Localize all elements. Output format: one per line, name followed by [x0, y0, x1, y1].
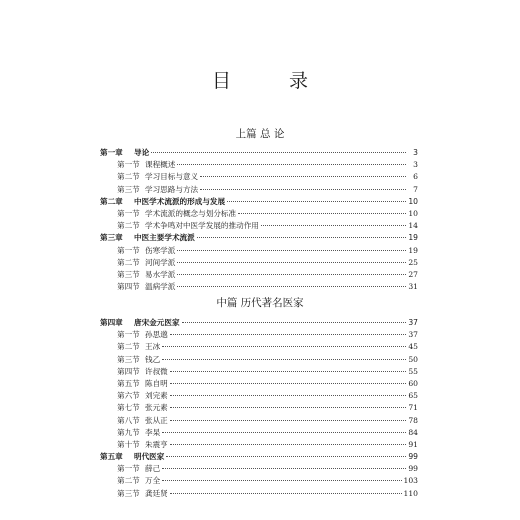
- page-number: 10: [408, 208, 418, 218]
- section-number: 第九节: [117, 427, 140, 437]
- toc-chapter-entry[interactable]: [100, 232, 418, 244]
- page-number: 110: [403, 488, 418, 498]
- section-number: 第一节: [117, 245, 140, 255]
- page-number: 3: [413, 148, 418, 157]
- page-number: 45: [408, 342, 418, 352]
- section-number: 第二节: [117, 257, 140, 267]
- section-number: 第十节: [117, 439, 140, 449]
- page-number: 27: [408, 269, 418, 279]
- page-number: 37: [408, 330, 418, 340]
- toc-section-entry[interactable]: [100, 402, 418, 414]
- dot-leader: [162, 432, 406, 433]
- section-title: 万全: [145, 476, 161, 486]
- toc-section-entry[interactable]: [100, 366, 418, 378]
- section-number: 第三节: [117, 269, 140, 279]
- page-number: 31: [408, 282, 418, 292]
- page-number: 19: [408, 245, 418, 255]
- page-number: 25: [408, 257, 418, 267]
- section-title: 学习目标与意义: [145, 172, 199, 182]
- page-number: 99: [408, 464, 418, 474]
- section-title: 易水学派: [145, 269, 176, 279]
- section-number: 第七节: [117, 403, 140, 413]
- section-title: 王冰: [145, 342, 161, 352]
- chapter-title: 中医学术流派的形成与发展: [134, 196, 226, 206]
- page-number: 7: [413, 184, 418, 194]
- dot-leader: [170, 420, 406, 421]
- dot-leader: [162, 346, 406, 347]
- section-number: 第一节: [117, 464, 140, 474]
- section-number: 第四节: [117, 282, 140, 292]
- dot-leader: [238, 213, 406, 214]
- toc-chapter-entry[interactable]: [100, 147, 418, 159]
- toc-list: [100, 317, 418, 500]
- dot-leader: [200, 176, 406, 177]
- toc-section-entry[interactable]: [100, 463, 418, 475]
- section-number: 第二节: [117, 172, 140, 182]
- page-number: 91: [408, 439, 418, 449]
- chapter-title: 中医主要学术流派: [134, 233, 195, 243]
- toc-section-entry[interactable]: [100, 488, 418, 500]
- toc-section-entry[interactable]: [100, 390, 418, 402]
- toc-section-entry[interactable]: [100, 184, 418, 196]
- dot-leader: [170, 334, 406, 335]
- dot-leader: [177, 164, 406, 165]
- toc-section-entry[interactable]: [100, 341, 418, 353]
- toc-section-entry[interactable]: [100, 378, 418, 390]
- toc-section-entry[interactable]: [100, 281, 418, 293]
- page-number: 103: [403, 476, 418, 486]
- section-title: 钱乙: [145, 354, 161, 364]
- section-number: 第三节: [117, 354, 140, 364]
- section-title: 孙思邈: [145, 330, 168, 340]
- section-number: 第四节: [117, 366, 140, 376]
- dot-leader: [162, 359, 406, 360]
- section-title: 学术争鸣对中医学发展的推动作用: [145, 221, 259, 231]
- dot-leader: [162, 480, 401, 481]
- section-title: 温病学派: [145, 282, 176, 292]
- dot-leader: [162, 468, 406, 469]
- chapter-number: 第五章: [100, 452, 123, 462]
- section-title: 学习思路与方法: [145, 184, 199, 194]
- toc-chapter-entry[interactable]: [100, 196, 418, 208]
- section-number: 第二节: [117, 221, 140, 231]
- page-number: 71: [408, 403, 418, 413]
- toc-section-entry[interactable]: [100, 329, 418, 341]
- page-number: 14: [408, 221, 418, 231]
- section-number: 第二节: [117, 476, 140, 486]
- dot-leader: [182, 322, 406, 323]
- section-title: 陈自明: [145, 378, 168, 388]
- toc-section-entry[interactable]: [100, 257, 418, 269]
- section-title: 张元素: [145, 403, 168, 413]
- toc-section-entry[interactable]: [100, 354, 418, 366]
- toc-section-entry[interactable]: [100, 159, 418, 171]
- section-title: 河间学派: [145, 257, 176, 267]
- part-heading: 中篇 历代著名医家: [216, 297, 304, 309]
- section-title: 许叔微: [145, 366, 168, 376]
- dot-leader: [170, 444, 406, 445]
- section-title: 课程概述: [145, 160, 176, 170]
- dot-leader: [177, 250, 406, 251]
- chapter-number: 第三章: [100, 233, 123, 243]
- toc-section-entry[interactable]: [100, 171, 418, 183]
- section-title: 张从正: [145, 415, 168, 425]
- section-title: 学术流派的概念与划分标准: [145, 208, 237, 218]
- section-title: 李杲: [145, 427, 161, 437]
- chapter-number: 第四章: [100, 318, 123, 327]
- section-number: 第六节: [117, 391, 140, 401]
- page-number: 78: [408, 415, 418, 425]
- dot-leader: [261, 225, 406, 226]
- page-number: 6: [413, 172, 418, 182]
- dot-leader: [177, 274, 406, 275]
- dot-leader: [170, 407, 406, 408]
- section-number: 第二节: [117, 342, 140, 352]
- section-title: 朱震亨: [145, 439, 168, 449]
- section-number: 第五节: [117, 378, 140, 388]
- toc-section-entry[interactable]: [100, 475, 418, 487]
- section-number: 第八节: [117, 415, 140, 425]
- section-number: 第一节: [117, 160, 140, 170]
- dot-leader: [170, 383, 406, 384]
- toc-section-entry[interactable]: [100, 427, 418, 439]
- chapter-number: 第二章: [100, 196, 123, 206]
- section-title: 刘完素: [145, 391, 168, 401]
- dot-leader: [197, 237, 406, 238]
- dot-leader: [170, 493, 402, 494]
- dot-leader: [170, 395, 406, 396]
- dot-leader: [170, 371, 406, 372]
- toc-section-entry[interactable]: [100, 439, 418, 451]
- section-number: 第一节: [117, 330, 140, 340]
- chapter-title: 明代医家: [134, 452, 165, 462]
- chapter-number: 第一章: [100, 148, 123, 157]
- section-number: 第三节: [117, 488, 140, 498]
- page-number: 60: [408, 378, 418, 388]
- part-heading: 上篇 总 论: [235, 128, 285, 140]
- section-title: 薛己: [145, 464, 161, 474]
- toc-section-entry[interactable]: [100, 220, 418, 232]
- page-number: 55: [408, 366, 418, 376]
- dot-leader: [227, 201, 406, 202]
- toc-chapter-entry[interactable]: [100, 317, 418, 329]
- chapter-title: 唐宋金元医家: [134, 318, 180, 327]
- page-title: 目 录: [211, 70, 335, 92]
- section-title: 伤寒学派: [145, 245, 176, 255]
- dot-leader: [177, 286, 406, 287]
- toc-section-entry[interactable]: [100, 208, 418, 220]
- section-number: 第三节: [117, 184, 140, 194]
- dot-leader: [200, 189, 406, 190]
- toc-section-entry[interactable]: [100, 245, 418, 257]
- page-number: 65: [408, 391, 418, 401]
- page-number: 50: [408, 354, 418, 364]
- toc-section-entry[interactable]: [100, 415, 418, 427]
- page-number: 3: [413, 160, 418, 170]
- page-number: 37: [408, 318, 418, 327]
- page-number: 84: [408, 427, 418, 437]
- dot-leader: [151, 152, 406, 153]
- toc-list: [100, 147, 418, 293]
- section-title: 龚廷贤: [145, 488, 168, 498]
- chapter-title: 导论: [134, 148, 150, 157]
- toc-chapter-entry[interactable]: [100, 451, 418, 463]
- toc-section-entry[interactable]: [100, 269, 418, 281]
- section-number: 第一节: [117, 208, 140, 218]
- page-number: 19: [408, 233, 418, 243]
- dot-leader: [166, 456, 406, 457]
- page-number: 10: [408, 196, 418, 206]
- dot-leader: [177, 262, 406, 263]
- page-number: 99: [408, 452, 418, 462]
